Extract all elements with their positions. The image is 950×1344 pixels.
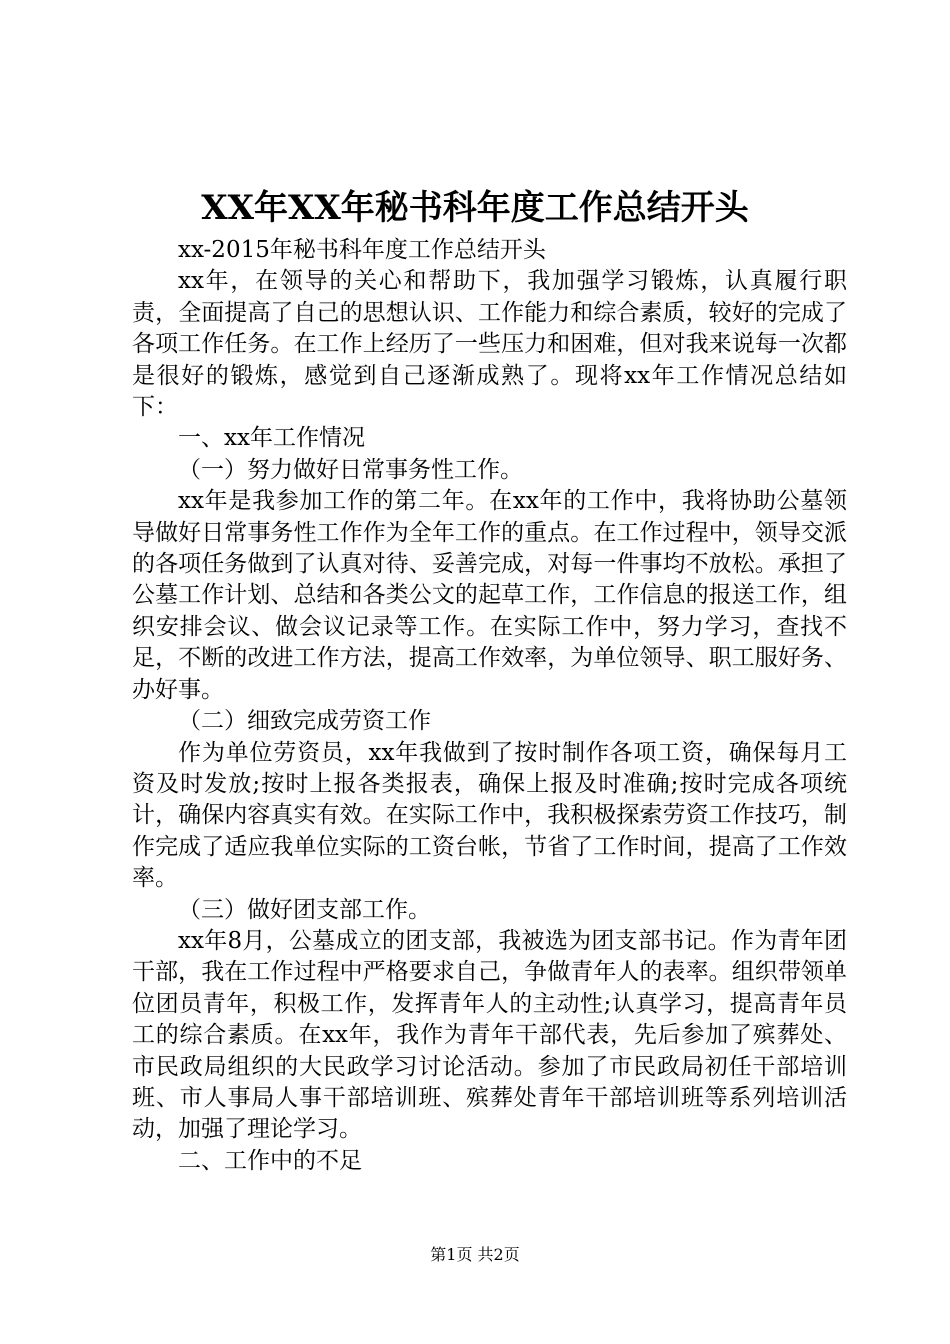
page-footer: 第1页 共2页 [430, 1245, 520, 1264]
document-title: XX年XX年秘书科年度工作总结开头 [201, 188, 749, 228]
section-heading-2: 二、工作中的不足 [178, 1147, 362, 1174]
paragraph-intro: xx年，在领导的关心和帮助下，我加强学习锻炼，认真履行职责，全面提高了自己的思想认识、工作能力和综合素质，较好的完成了各项工作任务。在工作上经历了一些压力和困难，但对我来说每一次都是很好的锻炼，感觉到自己逐渐成熟了。现将xx年工作情况总结如下： [132, 268, 847, 421]
subsection-heading-3: （三）做好团支部工作。 [178, 896, 431, 923]
paragraph-labor-work: 作为单位劳资员，xx年我做到了按时制作各项工资，确保每月工资及时发放;按时上报各类报表，确保上报及时准确;按时完成各项统计，确保内容真实有效。在实际工作中，我积极探索劳资工作技巧，制作完成了适应我单位实际的工资台帐，节省了工作时间，提高了工作效率。 [132, 739, 847, 892]
paragraph-subtitle: xx-2015年秘书科年度工作总结开头 [178, 237, 546, 263]
subsection-heading-2: （二）细致完成劳资工作 [178, 708, 431, 735]
paragraph-league-work: xx年8月，公墓成立的团支部，我被选为团支部书记。作为青年团干部，我在工作过程中严格要求自己，争做青年人的表率。组织带领单位团员青年，积极工作，发挥青年人的主动性;认真学习，提高青年员工的综合素质。在xx年，我作为青年干部代表，先后参加了殡葬处、市民政局组织的大民政学习讨论活动。参加了市民政局初任干部培训班、市人事局人事干部培训班、殡葬处青年干部培训班等系列培训活动，加强了理论学习。 [132, 927, 847, 1143]
document-body [132, 235, 847, 1177]
subsection-heading-1: （一）努力做好日常事务性工作。 [178, 456, 523, 483]
section-heading-1: 一、xx年工作情况 [178, 425, 365, 452]
paragraph-daily-work: xx年是我参加工作的第二年。在xx年的工作中，我将协助公墓领导做好日常事务性工作作为全年工作的重点。在工作过程中，领导交派的各项任务做到了认真对待、妥善完成，对每一件事均不放松。承担了公墓工作计划、总结和各类公文的起草工作，工作信息的报送工作，组织安排会议、做会议记录等工作。在实际工作中，努力学习，查找不足，不断的改进工作方法，提高工作效率，为单位领导、职工服好务、办好事。 [132, 488, 847, 703]
